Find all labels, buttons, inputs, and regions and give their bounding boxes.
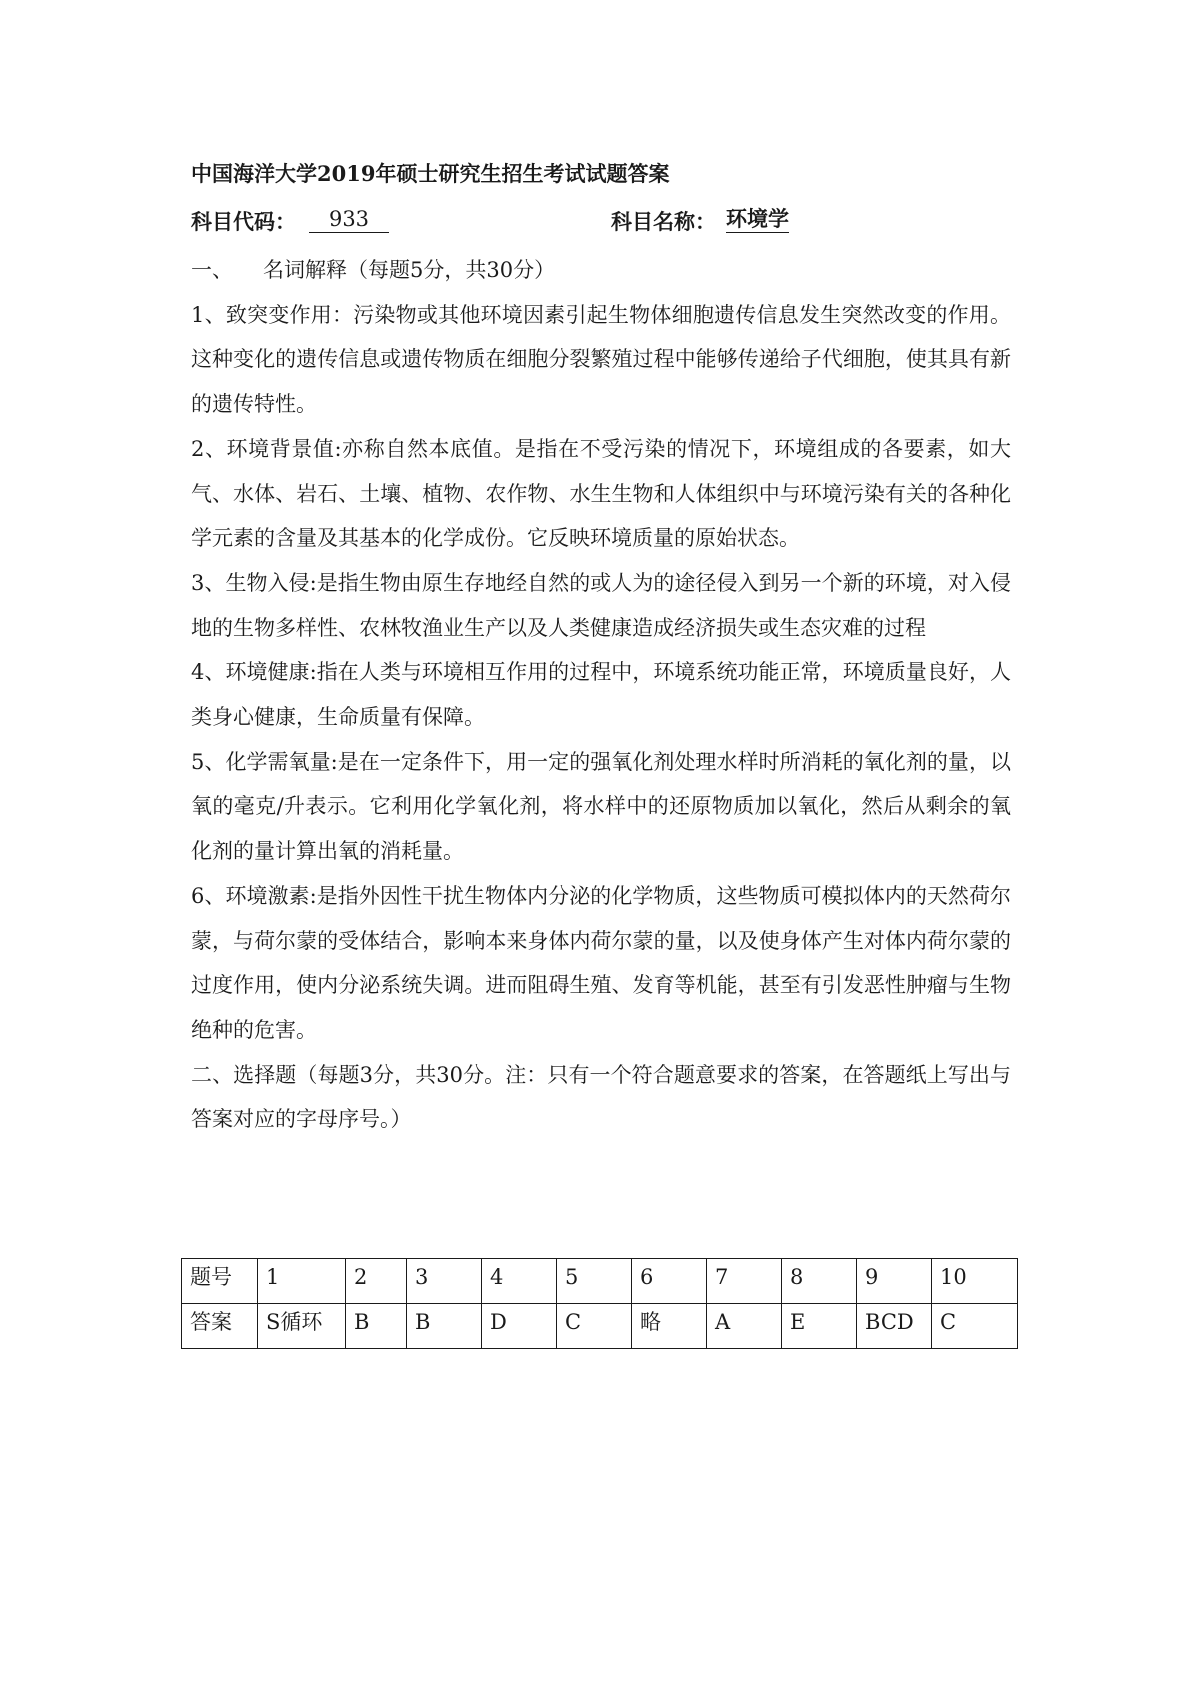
question-number-cell: 6: [632, 1259, 707, 1304]
answer-cell: S循环: [258, 1304, 346, 1349]
answer-row: [182, 1304, 1018, 1349]
term-item-2: 2、环境背景值:亦称自然本底值。是指在不受污染的情况下，环境组成的各要素，如大气、水体、岩石、土壤、植物、农作物、水生生物和人体组织中与环境污染有关的各种化学元素的含量及其基本的化学成份。它反映环境质量的原始状态。: [191, 436, 1011, 551]
question-number-cell: 7: [707, 1259, 782, 1304]
answer-cell: BCD: [857, 1304, 932, 1349]
subject-line: [191, 206, 1011, 238]
question-number-cell: 1: [258, 1259, 346, 1304]
answer-cell: A: [707, 1304, 782, 1349]
question-number-cell: 9: [857, 1259, 932, 1304]
document-title: 中国海洋大学2019年硕士研究生招生考试试题答案: [191, 161, 670, 186]
answer-content: [191, 248, 1011, 1142]
answer-cell: E: [782, 1304, 857, 1349]
answer-cell: C: [932, 1304, 1018, 1349]
subject-name-value: 环境学: [726, 206, 789, 231]
question-number-label: 题号: [182, 1259, 258, 1304]
term-item-5: 5、化学需氧量:是在一定条件下，用一定的强氧化剂处理水样时所消耗的氧化剂的量，以氧的毫克/升表示。它利用化学氧化剂，将水样中的还原物质加以氧化，然后从剩余的氧化剂的量计算出氧的消耗量。: [191, 749, 1011, 864]
question-number-cell: 2: [346, 1259, 407, 1304]
term-item-6: 6、环境激素:是指外因性干扰生物体内分泌的化学物质，这些物质可模拟体内的天然荷尔蒙，与荷尔蒙的受体结合，影响本来身体内荷尔蒙的量，以及使身体产生对体内荷尔蒙的过度作用，使内分泌系统失调。进而阻碍生殖、发育等机能，甚至有引发恶性肿瘤与生物绝种的危害。: [191, 883, 1011, 1042]
question-number-row: [182, 1259, 1018, 1304]
answer-label: 答案: [182, 1304, 258, 1349]
section-1-title: 名词解释（每题5分，共30分）: [263, 258, 556, 282]
term-item-3: 3、生物入侵:是指生物由原生存地经自然的或人为的途径侵入到另一个新的环境，对入侵地的生物多样性、农林牧渔业生产以及人类健康造成经济损失或生态灾难的过程: [191, 570, 1011, 640]
answer-cell: B: [407, 1304, 482, 1349]
subject-name-label: 科目名称：: [611, 209, 716, 234]
answer-cell: D: [482, 1304, 557, 1349]
section-2-heading: 二、选择题（每题3分，共30分。注：只有一个符合题意要求的答案，在答题纸上写出与答案对应的字母序号。）: [191, 1062, 1011, 1132]
term-item-4: 4、环境健康:指在人类与环境相互作用的过程中，环境系统功能正常，环境质量良好，人类身心健康，生命质量有保障。: [191, 660, 1011, 730]
section-1-heading: [191, 248, 1011, 293]
answer-table: [181, 1258, 1018, 1349]
subject-code-label: 科目代码：: [191, 209, 296, 234]
question-number-cell: 5: [557, 1259, 632, 1304]
question-number-cell: 10: [932, 1259, 1018, 1304]
term-item-1: 1、致突变作用：污染物或其他环境因素引起生物体细胞遗传信息发生突然改变的作用。这种变化的遗传信息或遗传物质在细胞分裂繁殖过程中能够传递给子代细胞，使其具有新的遗传特性。: [191, 302, 1011, 417]
section-1-number: 一、: [191, 258, 233, 282]
answer-cell: C: [557, 1304, 632, 1349]
question-number-cell: 4: [482, 1259, 557, 1304]
answer-cell: 略: [632, 1304, 707, 1349]
subject-code-value: 933: [309, 206, 389, 233]
question-number-cell: 8: [782, 1259, 857, 1304]
answer-cell: B: [346, 1304, 407, 1349]
question-number-cell: 3: [407, 1259, 482, 1304]
